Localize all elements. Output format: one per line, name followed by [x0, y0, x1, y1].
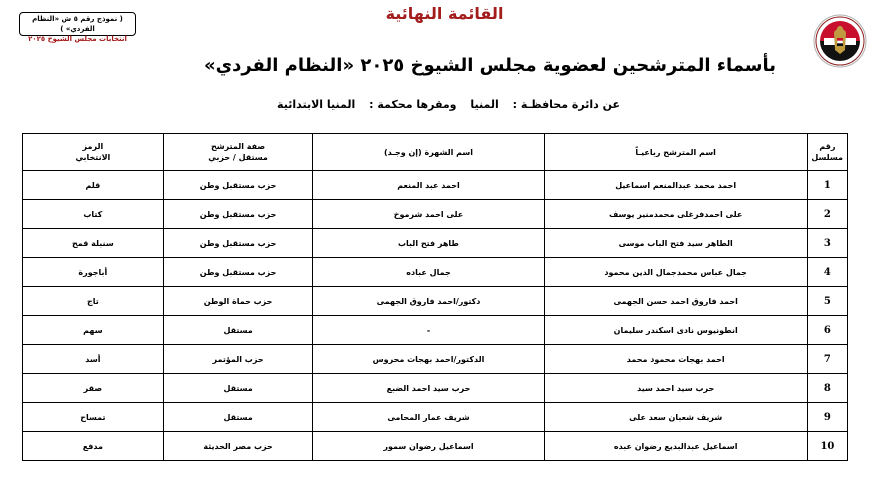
table-row — [23, 345, 848, 374]
header-name: اسم المترشح رباعيـاً — [544, 134, 807, 171]
status-cell: حزب حماة الوطن — [163, 287, 313, 316]
symbol-cell: تاج — [23, 287, 164, 316]
header-status — [163, 134, 313, 171]
nickname-cell: على احمد شرموخ — [313, 200, 544, 229]
district-label: عن دائرة محافظـة : — [512, 98, 620, 111]
symbol-cell: أباجورة — [23, 258, 164, 287]
header-symbol — [23, 134, 164, 171]
serial-cell: 3 — [807, 229, 847, 258]
header-status-line2: مستقل / حزبي — [208, 153, 268, 162]
final-list-title: القائمة النهائية — [385, 4, 504, 23]
status-cell: حزب مستقبل وطن — [163, 229, 313, 258]
candidate-name-cell: انطونيوس نادى اسكندر سليمان — [544, 316, 807, 345]
form-number-label: ( نموذج رقم ٥ ش «النظام الفردي» ) — [32, 15, 123, 33]
nickname-cell: اسماعيل رضوان سمور — [313, 432, 544, 461]
serial-cell: 1 — [807, 171, 847, 200]
candidate-name-cell: شريف شعبان سعد على — [544, 403, 807, 432]
status-cell: حزب مستقبل وطن — [163, 200, 313, 229]
table-row — [23, 287, 848, 316]
court-label: ومقرها محكمة : — [369, 98, 457, 111]
serial-cell: 10 — [807, 432, 847, 461]
nickname-cell: شريف عمار المحامى — [313, 403, 544, 432]
table-header-row — [23, 134, 848, 171]
symbol-cell: مدفع — [23, 432, 164, 461]
serial-cell: 6 — [807, 316, 847, 345]
main-title: بأسماء المترشحين لعضوية مجلس الشيوخ ٢٠٢٥ «النظام الفردي» — [203, 55, 777, 76]
district-value: المنيا — [470, 98, 499, 111]
serial-cell: 7 — [807, 345, 847, 374]
candidate-name-cell: احمد محمد عبدالمنعم اسماعيل — [544, 171, 807, 200]
header-symbol-line2: الانتخابي — [75, 153, 111, 162]
candidate-name-cell: حرب سيد احمد سيد — [544, 374, 807, 403]
candidate-name-cell: الطاهر سيد فتح الباب موسى — [544, 229, 807, 258]
symbol-cell: تمساح — [23, 403, 164, 432]
serial-cell: 4 — [807, 258, 847, 287]
status-cell: مستقل — [163, 374, 313, 403]
nickname-cell: دكتور/احمد فاروق الجهمى — [313, 287, 544, 316]
table-row — [23, 374, 848, 403]
district-info — [270, 98, 620, 111]
table-row — [23, 403, 848, 432]
nickname-cell: الدكتور/احمد بهجات محروس — [313, 345, 544, 374]
table-row — [23, 316, 848, 345]
serial-cell: 8 — [807, 374, 847, 403]
header-symbol-line1: الرمز — [82, 142, 104, 151]
symbol-cell: كتاب — [23, 200, 164, 229]
serial-cell: 9 — [807, 403, 847, 432]
header-status-line1: صفة المترشح — [211, 142, 266, 151]
candidate-name-cell: جمال عباس محمدجمال الدين محمود — [544, 258, 807, 287]
nickname-cell: طاهر فتح الباب — [313, 229, 544, 258]
serial-cell: 2 — [807, 200, 847, 229]
candidate-name-cell: احمد بهجات محمود محمد — [544, 345, 807, 374]
candidate-name-cell: احمد فاروق احمد حسن الجهمى — [544, 287, 807, 316]
table-row — [23, 200, 848, 229]
symbol-cell: صقر — [23, 374, 164, 403]
candidate-name-cell: على احمدفرغلى محمدمنير يوسف — [544, 200, 807, 229]
nickname-cell: جمال عباده — [313, 258, 544, 287]
status-cell: حزب مستقبل وطن — [163, 171, 313, 200]
nickname-cell: - — [313, 316, 544, 345]
table-row — [23, 258, 848, 287]
symbol-cell: سهم — [23, 316, 164, 345]
status-cell: مستقل — [163, 316, 313, 345]
status-cell: حزب المؤتمر — [163, 345, 313, 374]
table-row — [23, 171, 848, 200]
status-cell: حزب مستقبل وطن — [163, 258, 313, 287]
symbol-cell: سنبلة قمح — [23, 229, 164, 258]
symbol-cell: أسد — [23, 345, 164, 374]
status-cell: حزب مصر الحديثة — [163, 432, 313, 461]
symbol-cell: قلم — [23, 171, 164, 200]
court-value: المنيا الابتدائية — [277, 98, 356, 111]
nickname-cell: احمد عبد المنعم — [313, 171, 544, 200]
table-row — [23, 229, 848, 258]
election-name-label: انتخابات مجلس الشيوخ ٢٠٢٥ — [28, 35, 127, 43]
candidate-name-cell: اسماعيل عبدالبديع رضوان عبده — [544, 432, 807, 461]
header-serial: رقم مسلسل — [807, 134, 847, 171]
serial-cell: 5 — [807, 287, 847, 316]
table-row — [23, 432, 848, 461]
nickname-cell: حرب سيد احمد الضبع — [313, 374, 544, 403]
status-cell: مستقل — [163, 403, 313, 432]
candidates-table — [22, 133, 848, 461]
header-nickname: اسم الشهرة (إن وجـد) — [313, 134, 544, 171]
